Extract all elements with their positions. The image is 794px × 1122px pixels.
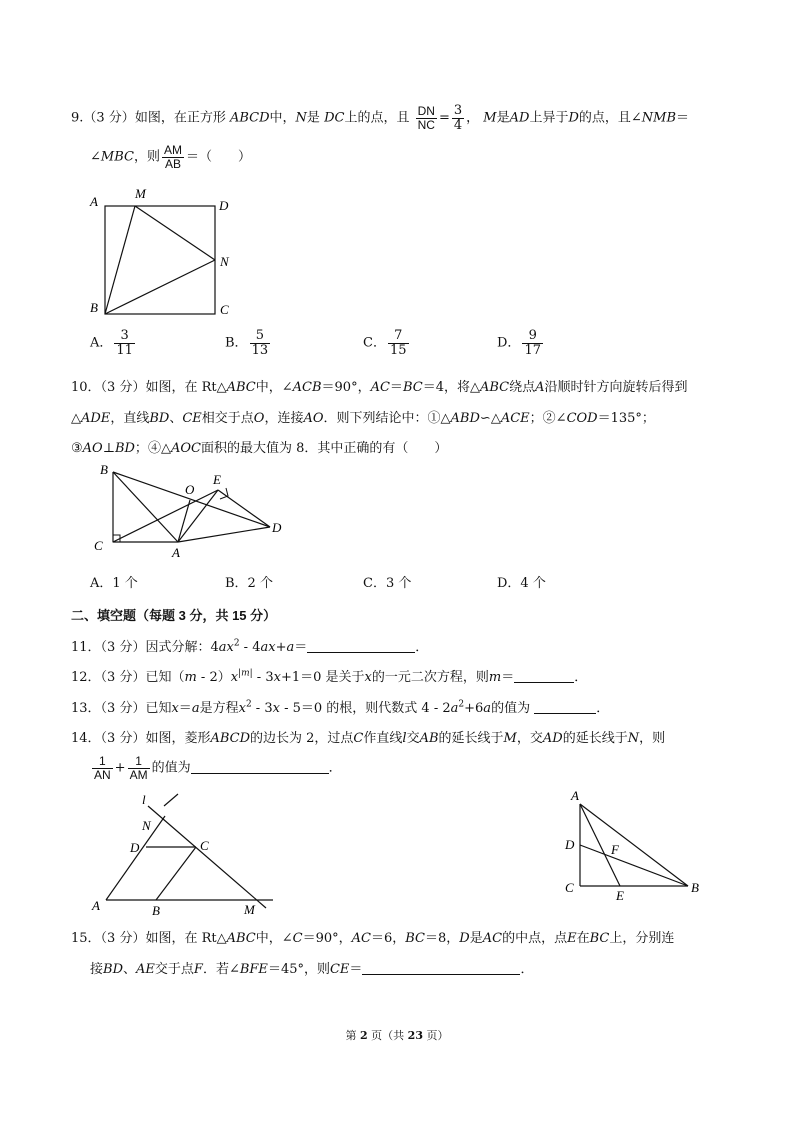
section-2-heading: 二、填空题（每题 3 分，共 15 分）: [71, 608, 277, 623]
label-a: A: [90, 194, 98, 209]
label-b: B: [90, 300, 98, 315]
segment-ba: [113, 472, 178, 542]
label-m: M: [135, 186, 146, 201]
q10-line1: 10．（3 分）如图，在 Rt△ABC中，∠ACB＝90°，AC＝BC＝4，将△ABC绕点A沿顺时针方向旋转后得到: [71, 380, 688, 395]
q9-choice-d[interactable]: D． $\frac{9}{17}$: [497, 328, 541, 358]
segment-bd: [580, 845, 688, 886]
q9-line2: ∠MBC，则 $\frac{AM}{AB}$ ＝（ ）: [90, 143, 251, 171]
label-a: A: [571, 788, 579, 803]
label-e: E: [213, 472, 221, 487]
label-d: D: [219, 198, 229, 213]
right-angle-e: [220, 488, 228, 499]
page-footer: 第 2 页（共 23 页）: [345, 1029, 449, 1042]
q14-line1: 14．（3 分）如图，菱形ABCD的边长为 2，过点C作直线l交AB的延长线于M，交AD的延长线于N，则: [71, 731, 666, 746]
q15-line2: 接BD、AE交于点F．若∠BFE＝45°，则CE＝ ．: [90, 962, 534, 977]
label-a: A: [172, 545, 180, 560]
q9-square-figure: [85, 182, 235, 322]
page-total: 23: [407, 1029, 423, 1042]
label-c: C: [200, 838, 209, 853]
segment-ad: [178, 527, 270, 542]
segment-bm: [105, 206, 135, 314]
q10-line2: △ADE，直线BD、CE相交于点O，连接AO．则下列结论中：①△ABD∽△ACE；②∠COD＝135°；: [71, 411, 655, 426]
label-c: C: [220, 302, 229, 317]
q10-choice-a[interactable]: A．1 个: [90, 576, 138, 591]
fraction-dn-nc: $\frac{DN}{NC}$: [417, 104, 435, 132]
q12: 12．（3 分）已知$(m - 2)x^{|m|} - 3x+1=0$ 是关于x的一元二次方程，则m＝ ．: [71, 668, 588, 685]
line-an-extended: [106, 816, 165, 900]
segment-ed: [218, 490, 270, 527]
q11: 11．（3 分）因式分解：$4ax^2 - 4ax+a=$ ．: [71, 638, 429, 655]
q15-triangle-figure: [560, 786, 710, 906]
q9-line1: 9.（3 分）如图，在正方形 ABCD中，N是 DC上的点，且 $\frac{DN}{NC}$ = $\frac{3}{4}$ ， M是AD上异于D的点，且∠NMB＝: [71, 103, 690, 133]
q10-line3: ③AO⊥BD；④△AOC面积的最大值为 8．其中正确的有（ ）: [71, 441, 448, 456]
label-a: A: [92, 898, 100, 913]
q14-line2: $\frac{1}{AN}$ + $\frac{1}{AM}$ 的值为 ．: [94, 754, 342, 782]
line-ce: [113, 490, 218, 542]
fraction-1-am: $\frac{1}{AM}$: [129, 754, 148, 782]
q15-line1: 15．（3 分）如图，在 Rt△ABC中，∠C＝90°，AC＝6，BC＝8，D是AC的中点，点E在BC上，分别连: [71, 931, 675, 946]
q12-answer-blank[interactable]: [514, 670, 574, 683]
q11-answer-blank[interactable]: [307, 640, 415, 653]
label-d: D: [565, 837, 575, 852]
q10-choice-d[interactable]: D．4 个: [497, 576, 546, 591]
fraction-1-an: $\frac{1}{AN}$: [94, 754, 111, 782]
q9-choice-c[interactable]: C． $\frac{7}{15}$: [363, 328, 407, 358]
q13-answer-blank[interactable]: [534, 701, 596, 714]
segment-ab: [580, 804, 688, 886]
label-c: C: [94, 538, 103, 553]
q14-answer-blank[interactable]: [191, 761, 329, 774]
page-number: 2: [360, 1029, 368, 1042]
line-bd: [113, 472, 270, 527]
q14-rhombus-figure: [88, 792, 278, 918]
line-l: [148, 806, 266, 908]
label-n: N: [220, 254, 229, 269]
fraction-am-ab: $\frac{AM}{AB}$: [163, 143, 182, 171]
q10-choice-c[interactable]: C．3 个: [363, 576, 412, 591]
segment-mn: [135, 206, 215, 260]
q13: 13．（3 分）已知x＝a是方程$x^2 - 3x - 5=0$ 的根，则代数式 $4 - 2a^2+6a$的值为 ．: [71, 699, 610, 716]
label-b: B: [691, 880, 699, 895]
q9-choice-a[interactable]: A． $\frac{3}{11}$: [90, 328, 133, 358]
label-l: l: [142, 792, 146, 807]
q10-choice-b[interactable]: B．2 个: [225, 576, 273, 591]
segment-ae: [178, 490, 218, 542]
label-m: M: [244, 902, 255, 917]
label-b: B: [152, 903, 160, 918]
label-o: O: [185, 482, 195, 497]
fraction-3-4: $\frac{3}{4}$: [453, 103, 463, 133]
segment-bn: [105, 260, 215, 314]
label-d: D: [130, 840, 140, 855]
label-e: E: [616, 888, 624, 903]
q10-rotation-figure: [88, 460, 293, 562]
label-c: C: [565, 880, 574, 895]
label-f: F: [611, 842, 619, 857]
label-b: B: [100, 462, 108, 477]
segment-bc: [156, 847, 196, 900]
label-n: N: [142, 818, 151, 833]
line-l-top: [164, 794, 178, 806]
q9-choice-b[interactable]: B． $\frac{5}{13}$: [225, 328, 269, 358]
q15-answer-blank[interactable]: [362, 962, 520, 975]
label-d: D: [272, 520, 282, 535]
